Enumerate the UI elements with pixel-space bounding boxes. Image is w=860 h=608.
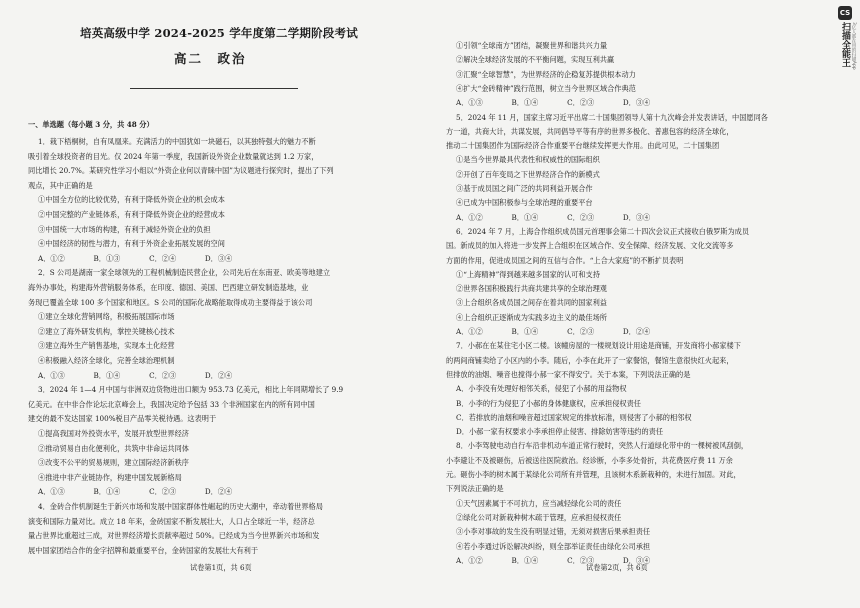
text-line: ③小李对事故的发生没有明显过错，无须对损害后果承担责任	[456, 527, 651, 537]
text-line: 吸引着全球投资者的目光。仅 2024 年第一季度，我国新设外资企业数量就达到 1.2 万家，	[28, 151, 319, 161]
text-line: 5．2024 年 11 月，国家主席习近平出席二十国集团领导人第十九次峰会并发表讲话，中国愿同各	[456, 112, 768, 122]
text-line: ④若小李通过诉讼解决纠纷，则全部举证责任由绿化公司承担	[456, 541, 651, 551]
text-line: ④已成为中国积极参与全球治理的重要平台	[456, 198, 593, 208]
scanner-slogan: 3亿人都在用的扫描App	[851, 22, 856, 70]
text-line: D．小郝一家有权要求小李承担停止侵害、排除妨害等违约的责任	[456, 427, 664, 437]
text-line: 国。新成员的加入将进一步发挥上合组织在区域合作、安全保障、经济发展、文化交流等多	[446, 241, 734, 251]
text-line: ③改变不公平的贸易规则，建立国际经济新秩序	[38, 458, 189, 468]
text-line: 务现已覆盖全球 100 多个国家和地区。S 公司的国际化战略能取得成功主要得益于该公司	[28, 297, 313, 307]
text-line: A．①③ B．①④ C．②③ D．③④	[456, 98, 651, 108]
scanner-name: 扫描全能王	[840, 22, 850, 67]
text-line: ④上合组织正逐渐成为实践多边主义的最佳场所	[456, 312, 607, 322]
text-line: 1．栽下梧桐树，自有凤凰来。充满活力的中国犹如一块磁石，以其独特强大的魅力不断	[38, 137, 316, 146]
text-line: 但排放的油烟、噪音也搅得小郝一家不得安宁。关于本案，下列说法正确的是	[446, 369, 691, 379]
page-footer: 试卷第1页，共 6页	[190, 563, 252, 572]
text-line: 6．2024 年 7 月，上海合作组织成员国元首理事会第二十四次会议正式接收白俄罗斯为成员	[456, 226, 750, 236]
title-underline	[130, 88, 298, 89]
text-line: 亿美元。在中非合作论坛北京峰会上，我国决定给予包括 33 个非洲国家在内的所有同中国	[28, 399, 315, 409]
text-line: ②建立了海外研发机构，掌控关键核心技术	[38, 326, 175, 336]
exam-page-left	[28, 0, 418, 608]
text-line: 展中国家团结合作的金字招牌和最重要平台，金砖国家的发展壮大有利于	[28, 545, 259, 555]
text-line: A．①③ B．①④ C．②③ D．②④	[38, 370, 233, 380]
text-line: ①引领“全球南方”团结，凝聚世界和谐共兴力量	[456, 41, 608, 50]
text-line: 量占世界比重超过三成，对世界经济增长贡献率超过 50%。已经成为当今世界新兴市场和发	[28, 531, 320, 541]
text-line: ③建立海外生产销售基地，实现本土化经营	[38, 341, 175, 351]
text-line: 的两间商铺卖给了小区内的小李。随后，小李在此开了一家餐馆，餐馆生意很快红火起来，	[446, 355, 734, 365]
text-line: ①是当今世界最具代表性和权威性的国际组织	[456, 155, 600, 165]
text-line: 8．小李驾驶电动自行车沿非机动车道正常行驶时，突然人行道绿化带中的一棵树被风刮倒，	[456, 441, 749, 451]
text-line: ③中国统一大市场的构建，有利于减轻外资企业的负担	[38, 224, 211, 234]
page-footer-right: 试卷第2页，共 6页	[586, 563, 648, 572]
text-line: ④积极融入经济全球化，完善全球治理机制	[38, 356, 175, 365]
text-line: A．①③ B．①④ C．②③ D．②④	[38, 487, 233, 497]
text-line: ①天气因素属于不可抗力，应当减轻绿化公司的责任	[456, 498, 622, 508]
exam-subtitle: 高二 政治	[174, 51, 247, 66]
text-line: 演变和国际力量对比。成立 18 年来，金砖国家不断发展壮大，人口占全球近一半，经济总	[28, 516, 315, 526]
text-line: A．①② B．①③ C．②④ D．③④	[38, 253, 233, 263]
text-line: 小李避让不及被砸伤，后被送往医院救治。经诊断，小李多处骨折，共花费医疗费 11 万余	[446, 455, 733, 465]
text-line: ①中国全方位的比较优势，有利于降低外资企业的机会成本	[38, 195, 225, 205]
text-line: 同比增长 20.7%。某研究性学习小组以“外资企业何以青睐中国”为议题进行探究时，提出了下列	[28, 166, 334, 176]
exam-page-right	[446, 0, 834, 608]
text-line: 3．2024 年 1—4 月中国与非洲双边货物进出口额为 953.73 亿美元，相比上年同期增长了 9.9	[38, 385, 344, 395]
text-line: ③基于成员国之间广泛的共同利益开展合作	[456, 184, 593, 193]
text-line: ②推动贸易自由化便利化，共筑中非命运共同体	[38, 443, 189, 453]
text-line: ③上合组织各成员国之间存在着共同的国家利益	[456, 298, 607, 308]
text-line: 7．小郝在在某住宅小区二楼。该幢房屋的一楼规划设计用途是商铺，开发商将小郝家楼下	[456, 341, 741, 351]
text-line: ②解决全球经济发展的不平衡问题，实现互利共赢	[456, 55, 615, 65]
text-line: 海外办事处，构建海外营销服务体系，在印度、德国、美国、巴西建立研发制造基地，业	[28, 283, 309, 292]
scanner-logo-icon: CS	[838, 6, 852, 20]
text-line: ④推进中非产业链协作，构建中国发展新格局	[38, 472, 182, 482]
text-line: 方一道，共商大计，共谋发展，共同倡导平等有序的世界多极化、普惠包容的经济全球化，	[446, 126, 734, 136]
text-line: A．①② B．①④ C．②③ D．③④	[456, 555, 651, 565]
text-line: 4．金砖合作机制诞生于新兴市场和发展中国家群体性崛起的历史大潮中，牵动着世界格局	[38, 502, 323, 511]
text-line: ③汇聚“全球智慧”，为世界经济的企稳复苏提供根本动力	[456, 69, 636, 79]
text-line: B．小李的行为侵犯了小郝的身体健康权，应承担侵权责任	[456, 398, 641, 408]
text-line: 建交的最不发达国家 100%税目产品零关税待遇。这表明于	[28, 414, 217, 424]
text-line: 推动二十国集团作为国际经济合作重要平台继续发挥更大作用。由此可见，二十国集团	[446, 141, 720, 151]
text-line: ②中国完整的产业链体系，有利于降低外资企业的经营成本	[38, 210, 225, 219]
text-line: A．小李没有处理好相邻关系，侵犯了小郝的用益物权	[456, 384, 627, 394]
text-line: A．①② B．①④ C．②③ D．②④	[456, 327, 651, 336]
text-line: ①提高我国对外投资水平，发展开放型世界经济	[38, 429, 189, 438]
text-line: ②世界各国积极践行共商共建共享的全球治理观	[456, 284, 607, 294]
text-line: A．①② B．①④ C．②③ D．③④	[456, 212, 651, 222]
text-line: 元。砸伤小李的树木属于某绿化公司所有并管理，且该树木系新栽种的，未进行加固。对此，	[446, 470, 741, 479]
section-header: 一、单选题（每小题 3 分，共 48 分）	[28, 120, 154, 129]
scanner-watermark	[834, 6, 858, 156]
text-line: ①建立全球化营销网络，积极拓展国际市场	[38, 312, 175, 322]
text-line: C．若排放的油烟和噪音超过国家规定的排放标准，则侵害了小郝的相邻权	[456, 412, 692, 422]
text-line: ④中国经济的韧性与潜力，有利于外资企业拓展发展的空间	[38, 239, 225, 249]
text-line: 2．S 公司是湖南一家全球领先的工程机械制造民营企业，公司先后在东南亚、欧美等地建立	[38, 268, 331, 278]
text-line: ②开创了百年变局之下世界经济合作的新模式	[456, 169, 600, 179]
text-line: 下列说法正确的是	[446, 484, 504, 494]
exam-title: 培英高级中学 2024-2025 学年度第二学期阶段考试	[80, 26, 358, 40]
text-line: 方面的作用，促进成员国之间的互信与合作。“上合大家庭”的不断扩员表明	[446, 255, 684, 265]
text-line: ①“上海精神”得到越来越多国家的认可和支持	[456, 269, 600, 279]
text-line: ④扩大“金砖精神”践行范围，树立当今世界区域合作典范	[456, 83, 636, 93]
text-line: 观点，其中正确的是	[28, 180, 93, 190]
text-line: ②绿化公司对新栽种树木疏于管理，应承担侵权责任	[456, 512, 622, 522]
